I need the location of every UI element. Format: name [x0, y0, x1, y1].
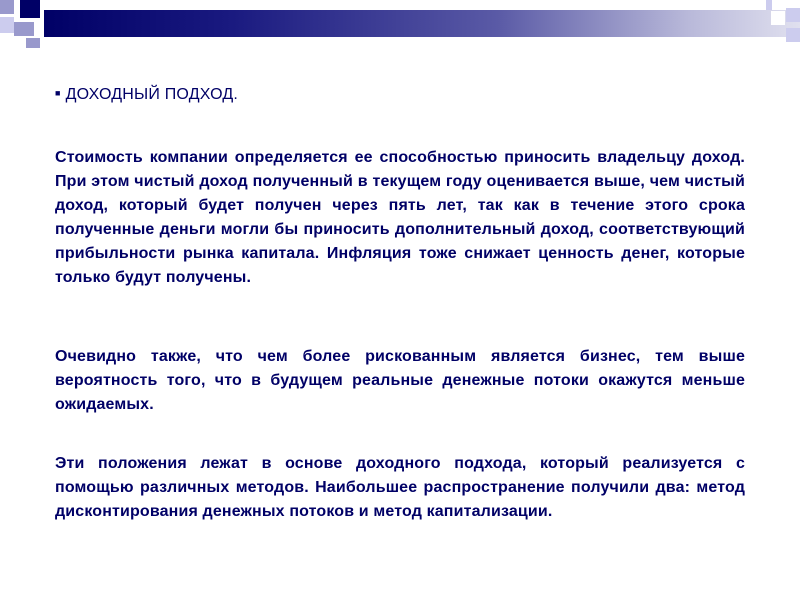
header-gradient-bar	[44, 10, 800, 37]
decor-square	[766, 0, 772, 10]
paragraph: Стоимость компании определяется ее способностью приносить владельцу доход. При этом чистый доход полученный в текущем году оценивается выше, чем чистый доход, который будет получен через пять лет, так как в течение этого срока полученные деньги могли бы приносить дополнительный доход, соответствующий прибыльности рынка капитала. Инфляция тоже снижает ценность денег, которые только будут получены.	[55, 149, 745, 286]
decor-square	[786, 28, 800, 42]
decor-square	[20, 0, 40, 18]
decor-square	[0, 0, 14, 14]
decor-square	[14, 22, 34, 36]
slide-heading	[55, 86, 238, 104]
decor-square	[786, 8, 800, 22]
decor-square	[0, 17, 14, 33]
decor-square	[26, 38, 40, 48]
paragraph: Эти положения лежат в основе доходного подхода, который реализуется с помощью различных методов. Наибольшее распространение получили два: метод дисконтирования денежных потоков и метод капитализации.	[55, 455, 745, 520]
heading-text: ДОХОДНЫЙ ПОДХОД.	[65, 86, 239, 103]
header-decoration	[0, 0, 800, 60]
decor-square	[771, 11, 785, 25]
bullet-icon: ■	[55, 88, 61, 98]
paragraph: Очевидно также, что чем более рискованным является бизнес, тем выше вероятность того, что в будущем реальные денежные потоки окажутся меньше ожидаемых.	[55, 348, 745, 413]
